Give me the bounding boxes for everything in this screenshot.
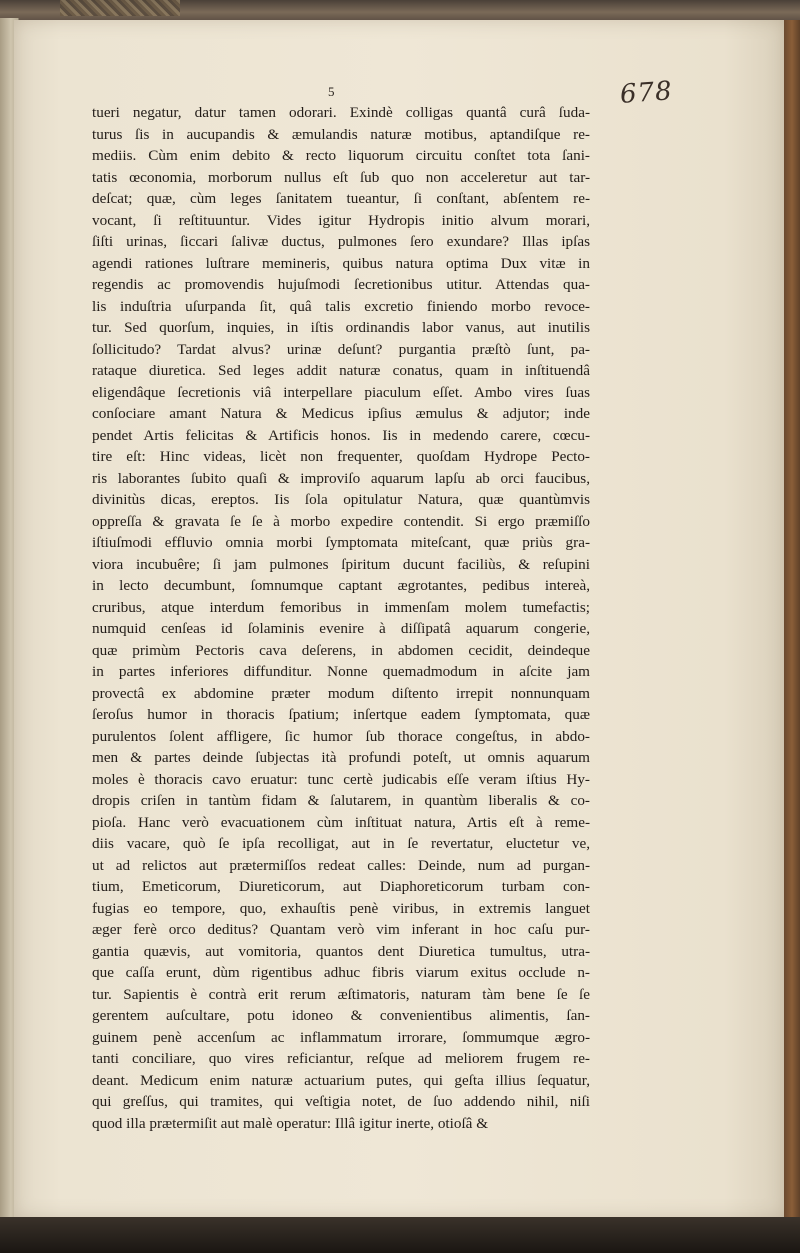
text-line: in partes inferiores diffunditur. Nonne quemadmodum in aſcite jam bbox=[92, 663, 590, 680]
text-line: mediis. Cùm enim debito & recto liquorum circuitu conſtet tota ſani- bbox=[92, 147, 590, 164]
text-line: eligendâque ſecretionis viâ interpellare piaculum eſſet. Ambo vires ſuas bbox=[92, 383, 590, 401]
text-line: vocant, ſi reſtituuntur. Vides igitur Hydropis initio alvum morari, bbox=[92, 211, 590, 229]
text-line: rataque diuretica. Sed leges addit naturæ conatus, quam in inſtituendâ bbox=[92, 362, 590, 379]
text-line: iſtiuſmodi effluvio omnia morbi ſymptomata miteſcant, quæ priùs gra- bbox=[92, 534, 590, 551]
text-line: divinitùs dicas, ereptos. Iis ſola opitulatur Natura, quæ quantùmvis bbox=[92, 491, 590, 508]
text-line: ſollicitudo? Tardat alvus? urinæ deſunt? purgantia præſtò ſunt, pa- bbox=[92, 340, 590, 358]
signature-mark: 5 bbox=[328, 84, 335, 99]
text-line: in lecto decumbunt, ſomnumque captant ægrotantes, pedibus intereà, bbox=[92, 577, 590, 594]
text-line: ſiſti urinas, ſiccari ſalivæ ductus, pulmones ſero exundare? Illas ipſas bbox=[92, 233, 590, 250]
text-line: turus ſis in aucupandis & æmulandis naturæ motibus, aptandiſque re- bbox=[92, 125, 590, 143]
text-line: æger ferè orco deditus? Quantam verò vim inferant in hoc caſu pur- bbox=[92, 921, 590, 938]
text-line: deſcat; quæ, cùm leges ſanitatem tueantur, ſi conſtant, abſentem re- bbox=[92, 190, 590, 207]
text-line: viora incubuêre; ſi jam pulmones ſpiritum ducunt faciliùs, & reſupini bbox=[92, 555, 590, 573]
text-line: qui greſſus, qui tramites, qui veſtigia notet, de ſuo addendo nihil, niſi bbox=[92, 1093, 590, 1110]
text-line: que caſſa erunt, dùm rigentibus adhuc fibris viarum exitus occlude n- bbox=[92, 964, 590, 981]
text-line: men & partes deinde ſubjectas ità profundi poteſt, ut omnis aquarum bbox=[92, 749, 590, 766]
book-cover-right-edge bbox=[784, 20, 800, 1235]
text-line: tium, Emeticorum, Diureticorum, aut Diaphoreticorum turbam con- bbox=[92, 878, 590, 895]
text-line: deant. Medicum enim naturæ actuarium putes, qui geſta illius ſequatur, bbox=[92, 1071, 590, 1089]
text-line: oppreſſa & gravata ſe ſe à morbo expedire contendit. Si ergo præmiſſo bbox=[92, 512, 590, 530]
text-line: purulentos ſolent affligere, ſic humor ſub thorace congeſtus, in abdo- bbox=[92, 727, 590, 745]
bottom-shadow bbox=[0, 1217, 800, 1253]
text-line: guinem penè accenſum ac inflammatum irrorare, ſommumque ægro- bbox=[92, 1028, 590, 1046]
text-line: quod illa prætermiſit aut malè operatur: Illâ igitur inerte, otioſâ & bbox=[92, 1114, 489, 1132]
text-line: quæ primùm Pectoris cava deſerens, in abdomen cecidit, deindeque bbox=[92, 641, 590, 659]
text-line: moles è thoracis cavo eruatur: tunc certè judicabis eſſe veram iſtius Hy- bbox=[92, 770, 590, 788]
body-text bbox=[92, 102, 590, 1134]
handwritten-folio-number: 678 bbox=[619, 76, 674, 110]
marbled-endpaper bbox=[60, 0, 180, 16]
text-line: pioſa. Hanc verò evacuationem cùm inſtituat natura, Artis eſt à reme- bbox=[92, 813, 590, 831]
text-line: dropis criſen in tantùm fidam & ſalutarem, in quantùm liberalis & co- bbox=[92, 792, 590, 809]
text-line: pendet Artis felicitas & Artificis honos. Iis in medendo carere, cœcu- bbox=[92, 426, 590, 444]
text-line: cruribus, atque interdum femoribus in immenſam molem tumefactis; bbox=[92, 598, 590, 616]
text-line: tur. Sapientis è contrà erit rerum æſtimatoris, naturam tàm bene ſe ſe bbox=[92, 985, 590, 1003]
text-line: tur. Sed quorſum, inquies, in iſtis ordinandis labor vanus, aut inutilis bbox=[92, 319, 590, 336]
text-line: diis vacare, quò ſe ipſa recolligat, aut in ſe revertatur, eluctetur ve, bbox=[92, 835, 590, 852]
text-line: tatis œconomia, morborum nullus eſt ſub quo non acceleretur aut tar- bbox=[92, 168, 590, 186]
text-line: fugias eo tempore, quo, exhauſtis penè viribus, in extremis languet bbox=[92, 899, 590, 917]
text-line: ut ad relictos aut prætermiſſos redeat calles: Deinde, num ad purgan- bbox=[92, 856, 590, 874]
text-line: tueri negatur, datur tamen odorari. Exindè colligas quantâ curâ ſuda- bbox=[92, 104, 590, 121]
text-line: tanti conciliare, quo vires reficiantur, reſque ad meliorem frugem re- bbox=[92, 1050, 590, 1067]
text-line: gerentem auſcultare, potu idoneo & convenientibus alimentis, ſan- bbox=[92, 1007, 590, 1024]
text-line: tire eſt: Hinc videas, licèt non frequenter, quoſdam Hydrope Pecto- bbox=[92, 448, 590, 465]
text-line: ris laborantes ſubito quaſi & improviſo aquarum lapſu ab orci faucibus, bbox=[92, 469, 590, 487]
text-line: conſociare amant Natura & Medicus ipſius æmulus & adjutor; inde bbox=[92, 405, 590, 422]
text-line: regendis ac promovendis hujuſmodi ſecretionibus utitur. Attendas qua- bbox=[92, 276, 590, 293]
text-line: ſeroſus humor in thoracis ſpatium; inſertque eadem ſymptomata, quæ bbox=[92, 706, 590, 723]
text-line: numquid cenſeas id ſolaminis evenire à diſſipatâ aquarum congerie, bbox=[92, 620, 590, 637]
text-line: gantia quævis, aut vomitoria, quantos dent Diuretica tumultus, utra- bbox=[92, 942, 590, 960]
book-binding-top bbox=[0, 0, 800, 22]
text-line: lis induſtria uſurpanda ſit, quâ talis excretio finiendo morbo revoce- bbox=[92, 297, 590, 315]
text-line: agendi rationes luſtrare memineris, quibus natura optima Dux vitæ in bbox=[92, 254, 590, 272]
text-line: provectâ ex abdomine præter modum diſtento irrepit nonnunquam bbox=[92, 684, 590, 702]
